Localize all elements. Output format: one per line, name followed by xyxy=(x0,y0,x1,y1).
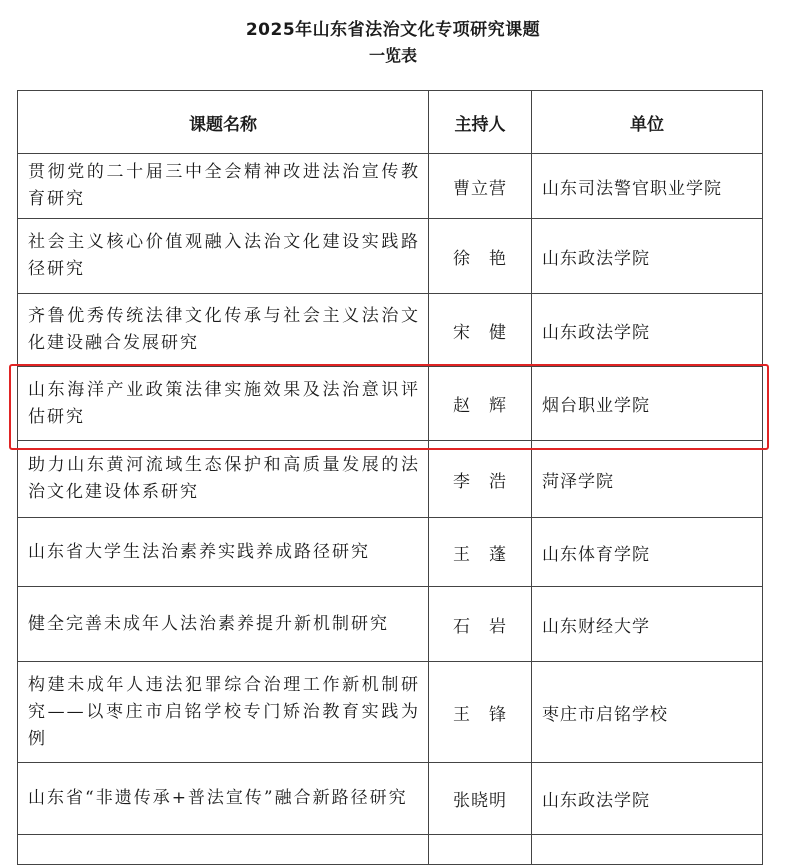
topic-name-cell: 贯彻党的二十届三中全会精神改进法治宣传教育研究 xyxy=(18,154,429,219)
table-row xyxy=(18,294,763,367)
topic-name-cell: 齐鲁优秀传统法律文化传承与社会主义法治文化建设融合发展研究 xyxy=(18,294,429,367)
column-header-unit: 单位 xyxy=(532,91,763,154)
table-header-row xyxy=(18,91,763,154)
host-cell: 曹立营 xyxy=(429,154,532,219)
host-cell: 王 锋 xyxy=(429,662,532,763)
topic-name-cell: 山东省“非遗传承+普法宣传”融合新路径研究 xyxy=(18,763,429,835)
host-cell: 石 岩 xyxy=(429,587,532,662)
host-cell: 张晓明 xyxy=(429,763,532,835)
topic-name-cell: 山东海洋产业政策法律实施效果及法治意识评估研究 xyxy=(18,367,429,441)
topic-name-cell: 社会主义核心价值观融入法治文化建设实践路径研究 xyxy=(18,219,429,294)
table-row xyxy=(18,587,763,662)
unit-cell-empty xyxy=(532,835,763,865)
table-row xyxy=(18,662,763,763)
host-cell: 宋 健 xyxy=(429,294,532,367)
document-subtitle: 一览表 xyxy=(368,46,417,65)
topic-name-cell: 健全完善未成年人法治素养提升新机制研究 xyxy=(18,587,429,662)
unit-cell: 山东体育学院 xyxy=(532,518,763,587)
research-topics-table xyxy=(17,90,763,865)
unit-cell: 山东政法学院 xyxy=(532,294,763,367)
unit-cell: 烟台职业学院 xyxy=(532,367,763,441)
document-title: 2025年山东省法治文化专项研究课题 xyxy=(245,20,541,40)
topic-name-cell: 助力山东黄河流域生态保护和高质量发展的法治文化建设体系研究 xyxy=(18,441,429,518)
host-cell-empty xyxy=(429,835,532,865)
unit-cell: 山东政法学院 xyxy=(532,219,763,294)
topic-name-cell-empty xyxy=(18,835,429,865)
unit-cell: 山东政法学院 xyxy=(532,763,763,835)
host-cell: 徐 艳 xyxy=(429,219,532,294)
document-header xyxy=(0,18,786,68)
column-header-host: 主持人 xyxy=(429,91,532,154)
topic-name-cell: 山东省大学生法治素养实践养成路径研究 xyxy=(18,518,429,587)
host-cell: 王 蓬 xyxy=(429,518,532,587)
table-row-highlighted xyxy=(18,367,763,441)
unit-cell: 山东财经大学 xyxy=(532,587,763,662)
table-row xyxy=(18,219,763,294)
topic-name-cell: 构建未成年人违法犯罪综合治理工作新机制研究——以枣庄市启铭学校专门矫治教育实践为例 xyxy=(18,662,429,763)
host-cell: 李 浩 xyxy=(429,441,532,518)
unit-cell: 山东司法警官职业学院 xyxy=(532,154,763,219)
table-row xyxy=(18,154,763,219)
table-row-partial xyxy=(18,835,763,865)
unit-cell: 菏泽学院 xyxy=(532,441,763,518)
host-cell: 赵 辉 xyxy=(429,367,532,441)
unit-cell: 枣庄市启铭学校 xyxy=(532,662,763,763)
table-row xyxy=(18,518,763,587)
table-row xyxy=(18,763,763,835)
column-header-topic: 课题名称 xyxy=(18,91,429,154)
table-row xyxy=(18,441,763,518)
